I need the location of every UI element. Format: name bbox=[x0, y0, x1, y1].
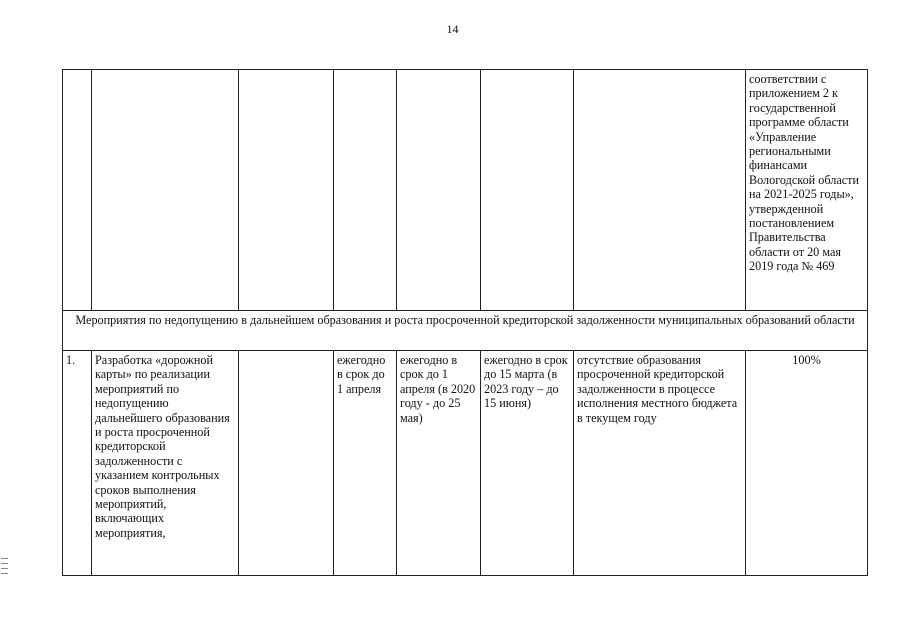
table-cell-empty bbox=[334, 70, 397, 311]
section-heading-row bbox=[63, 311, 868, 351]
scan-artifact bbox=[1, 558, 8, 559]
scan-artifact bbox=[1, 573, 8, 574]
measures-table bbox=[62, 69, 868, 576]
table-cell-empty bbox=[239, 351, 334, 576]
table-cell-empty bbox=[63, 70, 92, 311]
section-heading: Мероприятия по недопущению в дальнейшем образования и роста просроченной кредиторской задолженности муниципальных образований области bbox=[63, 311, 868, 351]
table-cell-empty bbox=[239, 70, 334, 311]
deadline-cell: ежегодно в срок до 1 апреля (в 2020 году - до 25 мая) bbox=[397, 351, 481, 576]
result-cell: отсутствие образования просроченной кредиторской задолженности в процессе исполнения местного бюджета в текущем году bbox=[574, 351, 746, 576]
deadline-cell: ежегодно в срок до 15 марта (в 2023 году – до 15 июня) bbox=[481, 351, 574, 576]
table-cell-empty bbox=[92, 70, 239, 311]
scan-artifact bbox=[1, 563, 8, 564]
value-cell: 100% bbox=[746, 351, 868, 576]
deadline-cell: ежегодно в срок до 1 апреля bbox=[334, 351, 397, 576]
table-cell-empty bbox=[481, 70, 574, 311]
continued-row bbox=[63, 70, 868, 311]
row-number: 1. bbox=[63, 351, 92, 576]
page-number: 14 bbox=[446, 22, 459, 36]
measure-cell: Разработка «дорожной карты» по реализации мероприятий по недопущению дальнейшего образования и роста просроченной кредиторской задолженности с указанием контрольных сроков выполнения мероприятий, включающих мероприятия, bbox=[92, 351, 239, 576]
continued-text-cell: соответствии с приложением 2 к государственной программе области «Управление региональными финансами Вологодской области на 2021-2025 годы», утвержденной постановлением Правительства области от 20 мая 2019 года № 469 bbox=[746, 70, 868, 311]
table-cell-empty bbox=[574, 70, 746, 311]
scan-artifact bbox=[1, 568, 8, 569]
table-row bbox=[63, 351, 868, 576]
table-cell-empty bbox=[397, 70, 481, 311]
